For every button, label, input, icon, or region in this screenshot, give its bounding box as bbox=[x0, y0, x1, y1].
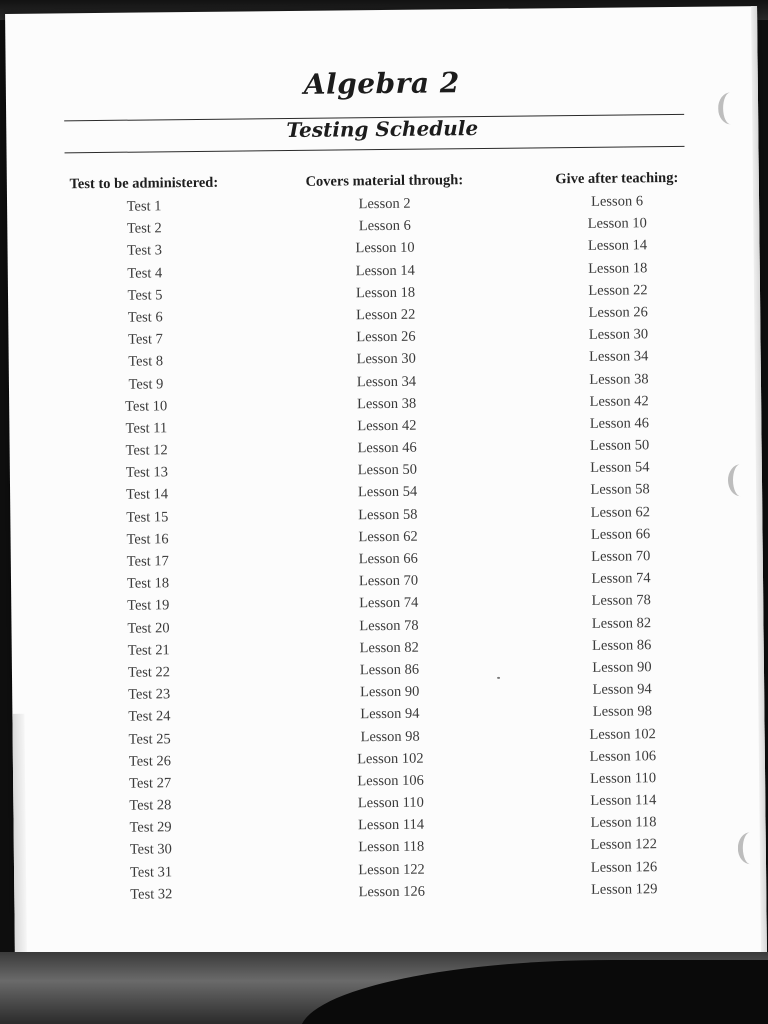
tests-column-header: Test to be administered: bbox=[69, 174, 219, 193]
punch-hole-top bbox=[718, 92, 743, 124]
test-item: Test 7 bbox=[127, 331, 163, 348]
test-item: Test 17 bbox=[126, 553, 169, 570]
covers-lesson-item: Lesson 74 bbox=[359, 595, 419, 612]
give-after-lesson-item: Lesson 58 bbox=[590, 481, 650, 499]
give-after-lesson-item: Lesson 86 bbox=[592, 636, 652, 654]
covers-lesson-item: Lesson 38 bbox=[356, 395, 417, 412]
page-title: Algebra 2 bbox=[303, 66, 460, 101]
covers-lesson-item: Lesson 62 bbox=[358, 528, 418, 546]
give-after-lesson-item: Lesson 62 bbox=[590, 503, 651, 521]
give-after-lesson-item: Lesson 18 bbox=[588, 259, 648, 277]
page-subtitle: Testing Schedule bbox=[286, 116, 479, 143]
give-after-lesson-item: Lesson 6 bbox=[590, 193, 644, 210]
give-after-lesson-item: Lesson 106 bbox=[589, 747, 657, 765]
give-after-lesson-item: Lesson 38 bbox=[589, 370, 649, 388]
test-item: Test 4 bbox=[127, 264, 163, 282]
give-after-lesson-item: Lesson 50 bbox=[589, 437, 650, 454]
document-page bbox=[5, 6, 767, 960]
scan-speck bbox=[497, 677, 500, 679]
test-item: Test 31 bbox=[129, 863, 173, 881]
covers-lesson-item: Lesson 66 bbox=[358, 550, 418, 568]
page-left-edge bbox=[12, 714, 27, 960]
covers-list bbox=[297, 192, 479, 904]
page-right-edge bbox=[751, 6, 767, 952]
test-item: Test 18 bbox=[126, 575, 170, 592]
test-item: Test 25 bbox=[128, 730, 171, 748]
covers-lesson-item: Lesson 70 bbox=[358, 572, 419, 590]
covers-lesson-item: Lesson 6 bbox=[358, 217, 411, 235]
test-item: Test 24 bbox=[128, 708, 171, 726]
give-after-lesson-item: Lesson 42 bbox=[589, 392, 649, 410]
give-after-lesson-item: Lesson 122 bbox=[590, 836, 658, 854]
covers-lesson-item: Lesson 82 bbox=[359, 639, 419, 657]
give-after-lesson-item: Lesson 10 bbox=[587, 215, 647, 233]
test-item: Test 22 bbox=[127, 664, 171, 681]
give-after-lesson-item: Lesson 102 bbox=[589, 725, 656, 743]
covers-lesson-item: Lesson 94 bbox=[360, 705, 420, 723]
test-item: Test 10 bbox=[125, 397, 168, 415]
test-item: Test 5 bbox=[127, 287, 163, 304]
give-after-lesson-item: Lesson 98 bbox=[592, 703, 653, 721]
tests-column bbox=[59, 168, 237, 907]
give-after-lesson-item: Lesson 70 bbox=[591, 548, 651, 565]
test-item: Test 15 bbox=[126, 508, 169, 526]
give-after-lesson-item: Lesson 78 bbox=[591, 592, 651, 610]
covers-lesson-item: Lesson 30 bbox=[356, 350, 416, 368]
give-after-lesson-item: Lesson 26 bbox=[588, 304, 648, 321]
punch-hole-middle bbox=[728, 464, 753, 496]
covers-lesson-item: Lesson 42 bbox=[357, 417, 417, 435]
give-after-lesson-item: Lesson 30 bbox=[588, 326, 649, 343]
give-after-list bbox=[547, 190, 694, 901]
give-after-lesson-item: Lesson 46 bbox=[589, 415, 650, 432]
give-after-lesson-item: Lesson 82 bbox=[591, 614, 652, 632]
give-after-column-header: Give after teaching: bbox=[555, 169, 679, 188]
test-item: Test 26 bbox=[128, 752, 172, 770]
covers-lesson-item: Lesson 22 bbox=[356, 306, 416, 324]
covers-lesson-item: Lesson 50 bbox=[357, 461, 418, 479]
test-item: Test 3 bbox=[127, 242, 163, 260]
test-item: Test 30 bbox=[129, 841, 172, 859]
test-item: Test 2 bbox=[126, 220, 162, 237]
covers-column-header: Covers material through: bbox=[305, 172, 464, 190]
test-item: Test 32 bbox=[130, 886, 173, 903]
covers-lesson-item: Lesson 122 bbox=[358, 861, 425, 878]
covers-lesson-item: Lesson 106 bbox=[357, 772, 424, 790]
covers-lesson-item: Lesson 102 bbox=[357, 750, 424, 768]
covers-lesson-item: Lesson 118 bbox=[358, 839, 425, 856]
covers-lesson-item: Lesson 46 bbox=[357, 439, 417, 457]
give-after-lesson-item: Lesson 90 bbox=[592, 659, 652, 676]
covers-lesson-item: Lesson 78 bbox=[359, 617, 419, 634]
give-after-lesson-item: Lesson 74 bbox=[591, 570, 651, 588]
covers-lesson-item: Lesson 54 bbox=[357, 484, 418, 501]
covers-lesson-item: Lesson 90 bbox=[359, 683, 420, 701]
test-item: Test 27 bbox=[129, 775, 172, 792]
test-item: Test 13 bbox=[125, 464, 168, 481]
covers-lesson-item: Lesson 126 bbox=[358, 883, 426, 901]
give-after-lesson-item: Lesson 94 bbox=[592, 681, 652, 698]
give-after-lesson-item: Lesson 14 bbox=[587, 237, 648, 255]
give-after-lesson-item: Lesson 126 bbox=[590, 858, 658, 876]
covers-lesson-item: Lesson 26 bbox=[356, 328, 416, 346]
covers-lesson-item: Lesson 10 bbox=[355, 240, 415, 257]
test-item: Test 1 bbox=[126, 198, 162, 215]
give-after-lesson-item: Lesson 114 bbox=[590, 792, 657, 809]
covers-lesson-item: Lesson 18 bbox=[355, 284, 416, 302]
covers-lesson-item: Lesson 98 bbox=[360, 728, 420, 745]
test-item: Test 21 bbox=[127, 642, 170, 659]
give-after-lesson-item: Lesson 129 bbox=[590, 880, 658, 898]
test-item: Test 6 bbox=[127, 309, 163, 326]
test-item: Test 8 bbox=[128, 353, 164, 371]
test-item: Test 9 bbox=[128, 375, 164, 393]
give-after-lesson-item: Lesson 54 bbox=[590, 459, 650, 477]
covers-lesson-item: Lesson 58 bbox=[358, 506, 418, 523]
test-item: Test 12 bbox=[125, 442, 168, 459]
tests-list bbox=[59, 195, 236, 907]
test-item: Test 29 bbox=[129, 819, 172, 836]
give-after-lesson-item: Lesson 22 bbox=[588, 282, 648, 299]
test-item: Test 14 bbox=[125, 486, 169, 504]
covers-lesson-item: Lesson 114 bbox=[358, 816, 425, 834]
test-item: Test 20 bbox=[127, 619, 170, 637]
covers-lesson-item: Lesson 86 bbox=[359, 661, 420, 679]
test-item: Test 23 bbox=[128, 686, 171, 703]
test-item: Test 16 bbox=[126, 531, 169, 548]
covers-lesson-item: Lesson 2 bbox=[358, 195, 411, 213]
give-after-column bbox=[547, 163, 695, 901]
covers-column bbox=[297, 165, 480, 904]
covers-lesson-item: Lesson 110 bbox=[357, 794, 424, 812]
punch-hole-bottom bbox=[738, 832, 763, 864]
title-rule-bottom bbox=[65, 146, 685, 153]
covers-lesson-item: Lesson 14 bbox=[355, 262, 415, 279]
give-after-lesson-item: Lesson 34 bbox=[589, 348, 649, 366]
give-after-lesson-item: Lesson 110 bbox=[590, 770, 657, 787]
test-item: Test 11 bbox=[125, 420, 168, 437]
covers-lesson-item: Lesson 34 bbox=[356, 373, 417, 390]
give-after-lesson-item: Lesson 118 bbox=[590, 814, 657, 832]
test-item: Test 28 bbox=[129, 797, 172, 814]
test-item: Test 19 bbox=[127, 597, 170, 615]
give-after-lesson-item: Lesson 66 bbox=[590, 526, 651, 543]
